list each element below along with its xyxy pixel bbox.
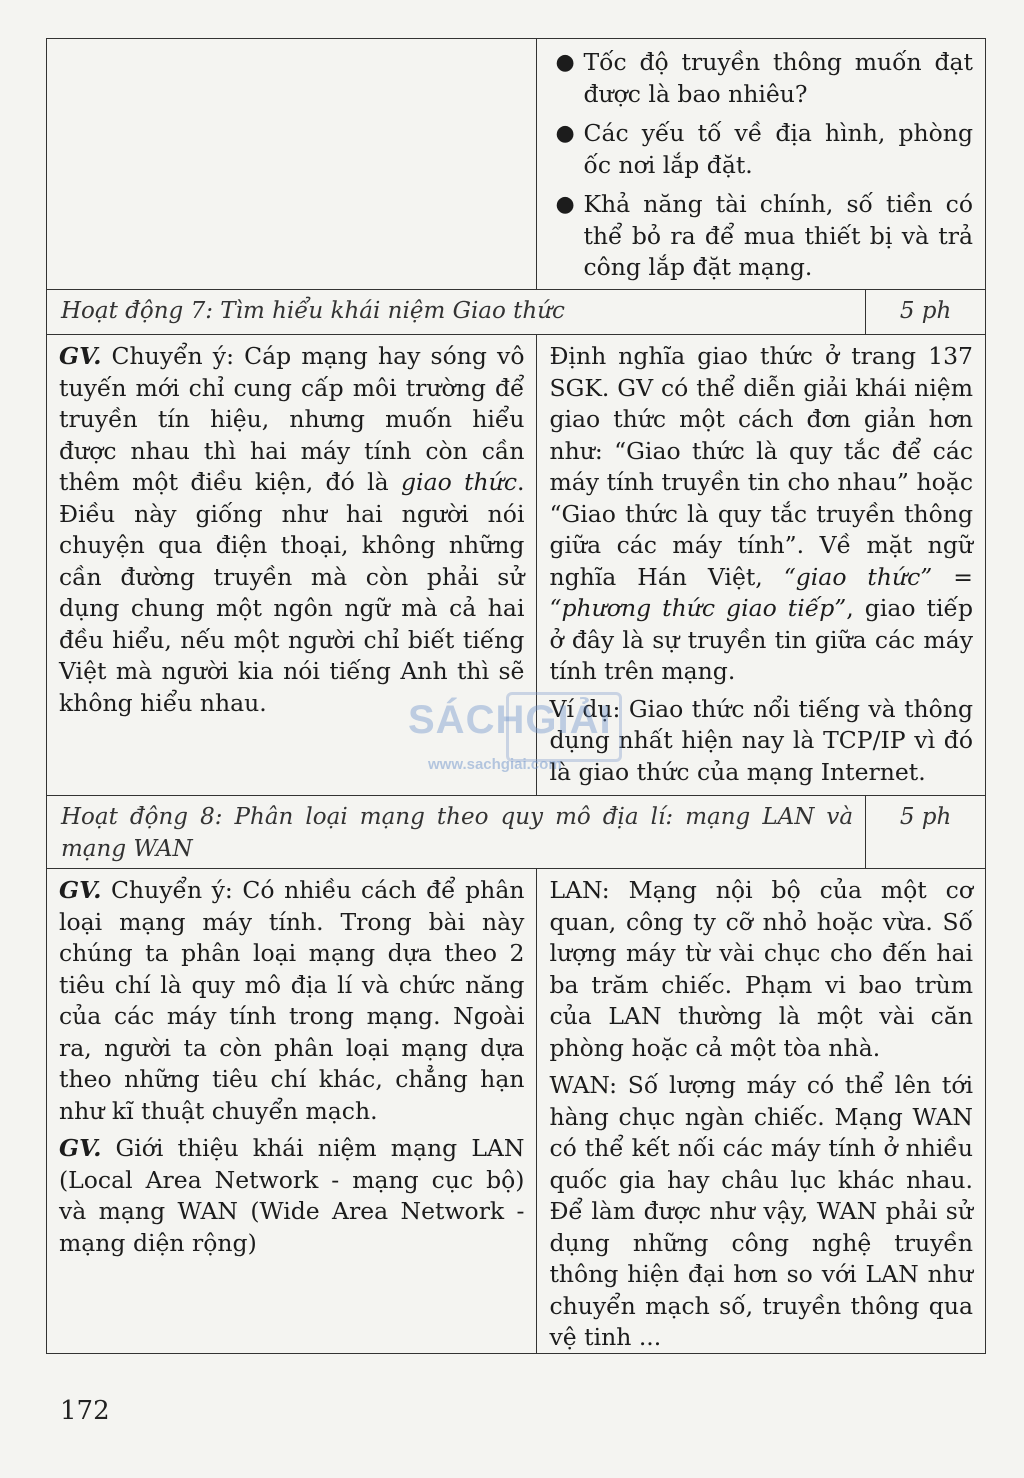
cell-top-right — [537, 39, 986, 289]
activity7-header-row — [47, 290, 986, 335]
activity8-left-p2: GV. Giới thiệu khái niệm mạng LAN (Local Area Network - mạng cục bộ) và mạng WAN (Wide Area Network - mạng diện rộng) — [59, 1134, 525, 1257]
activity7-definition: Định nghĩa giao thức ở trang 137 SGK. GV có thể diễn giải khái niệm giao thức một cách đơn giản hơn như: “Giao thức là quy tắc để các máy tính truyền tin cho nhau” hoặc “Giao thức là quy tắc truyền thông giữa các máy tính”. Về mặt ngữ nghĩa Hán Việt, “giao thức” = “phương thức giao tiếp”, giao tiếp ở đây là sự truyền tin giữa các máy tính trên mạng. — [549, 342, 973, 685]
cell-top-left — [47, 39, 537, 289]
activity7-content-row — [47, 335, 986, 796]
bullet-icon: ● — [555, 50, 575, 75]
activity7-left-cell — [47, 335, 537, 795]
activity8-header-row — [47, 796, 986, 869]
bullet-icon: ● — [555, 121, 575, 146]
activity7-right-cell — [537, 335, 986, 795]
bullet-item: ● Khả năng tài chính, số tiền có thể bỏ ra để mua thiết bị và trả công lắp đặt mạng. — [555, 190, 973, 281]
page-number: 172 — [60, 1396, 110, 1426]
lesson-table — [46, 38, 986, 1354]
bullet-item: ● Tốc độ truyền thông muốn đạt được là bao nhiêu? — [555, 48, 973, 108]
activity8-lan-text: LAN: Mạng nội bộ của một cơ quan, công ty cỡ nhỏ hoặc vừa. Số lượng máy từ vài chục cho đến hai ba trăm chiếc. Phạm vi bao trùm của LAN thường là một vài căn phòng hoặc cả một tòa nhà. — [549, 876, 973, 1062]
activity7-time: 5 ph — [866, 290, 986, 334]
activity8-title: Hoạt động 8: Phân loại mạng theo quy mô địa lí: mạng LAN và mạng WAN — [47, 796, 866, 868]
activity8-left-p1: GV. Chuyển ý: Có nhiều cách để phân loại mạng máy tính. Trong bài này chúng ta phân loại mạng dựa theo 2 tiêu chí là quy mô địa lí và chức năng của các máy tính trong mạng. Ngoài ra, người ta còn phân loại mạng dựa theo những tiêu chí khác, chẳng hạn như kĩ thuật chuyển mạch. — [59, 876, 525, 1125]
activity7-title: Hoạt động 7: Tìm hiểu khái niệm Giao thức — [47, 290, 866, 334]
bullet-icon: ● — [555, 192, 575, 217]
activity8-right-cell — [537, 869, 986, 1353]
row-top — [47, 39, 986, 290]
bullet-item: ● Các yếu tố về địa hình, phòng ốc nơi lắp đặt. — [555, 119, 973, 179]
watermark-url: www.sachgiai.com — [428, 756, 562, 773]
watermark-brand: SÁCHGIẢI — [408, 698, 612, 742]
activity7-example: Ví dụ: Giao thức nổi tiếng và thông dụng nhất hiện nay là TCP/IP vì đó là giao thức của mạng Internet. — [549, 694, 973, 786]
activity8-wan-text: WAN: Số lượng máy có thể lên tới hàng chục ngàn chiếc. Mạng WAN có thể kết nối các máy tính ở nhiều quốc gia hay châu lục khác nhau. Để làm được như vậy, WAN phải sử dụng những công nghệ truyền thông hiện đại hơn so với LAN như chuyển mạch số, truyền thông qua vệ tinh ... — [549, 1071, 973, 1351]
activity8-content-row — [47, 869, 986, 1354]
bullet-list — [549, 47, 973, 284]
activity8-left-cell — [47, 869, 537, 1353]
activity8-time: 5 ph — [866, 796, 986, 868]
activity7-left-text: GV. Chuyển ý: Cáp mạng hay sóng vô tuyến mới chỉ cung cấp môi trường để truyền tín hiệu, nhưng muốn hiểu được nhau thì hai máy tính còn cần thêm một điều kiện, đó là giao thức. Điều này giống như hai người nói chuyện qua điện thoại, không những cần đường truyền mà còn phải sử dụng chung một ngôn ngữ mà cả hai đều hiểu, nếu một người chỉ biết tiếng Việt mà người kia nói tiếng Anh thì sẽ không hiểu nhau. — [59, 342, 525, 717]
